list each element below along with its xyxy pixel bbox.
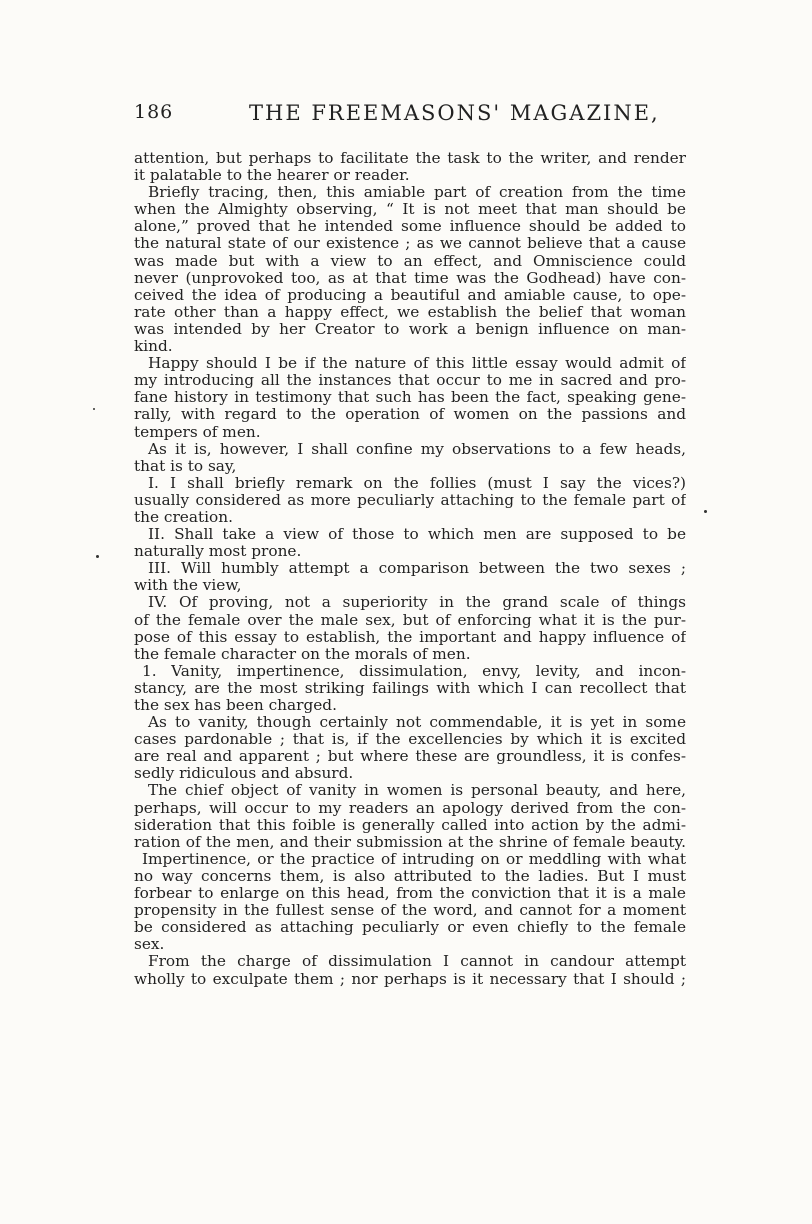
text-line: 1. Vanity, impertinence, dissimulation, envy, levity, and incon-: [142, 662, 686, 680]
text-line: ration of the men, and their submission at the shrine of female beauty.: [134, 833, 686, 851]
text-line: sideration that this foible is generally called into action by the admi-: [134, 816, 686, 834]
text-line: Impertinence, or the practice of intruding on or meddling with what: [142, 850, 686, 868]
text-line: be considered as attaching peculiarly or even chiefly to the female: [134, 919, 686, 937]
text-line: with the view,: [134, 577, 242, 595]
text-line: the female character on the morals of men.: [134, 645, 471, 663]
text-line: alone,” proved that he intended some influence should be added to: [134, 218, 686, 236]
text-line: sedly ridiculous and absurd.: [134, 765, 354, 783]
text-line: II. Shall take a view of those to which men are supposed to be: [148, 526, 686, 544]
text-line: forbear to enlarge on this head, from the conviction that it is a male: [134, 885, 686, 903]
text-line: it palatable to the hearer or reader.: [134, 167, 410, 185]
text-line: fane history in testimony that such has been the fact, speaking gene-: [134, 389, 686, 407]
text-line: of the female over the male sex, but of enforcing what it is the pur-: [134, 611, 686, 629]
text-line: tempers of men.: [134, 423, 261, 441]
text-line: attention, but perhaps to facilitate the task to the writer, and render: [134, 150, 686, 167]
text-line: naturally most prone.: [134, 543, 302, 561]
text-line: rally, with regard to the operation of women on the passions and: [134, 406, 686, 424]
text-line: From the charge of dissimulation I cannot in candour attempt: [148, 953, 686, 971]
ink-speck: [93, 408, 95, 410]
text-line: when the Almighty observing, “ It is not meet that man should be: [134, 201, 686, 219]
text-line: never (unprovoked too, as at that time was the Godhead) have con-: [134, 269, 686, 287]
ink-speck: [96, 555, 99, 558]
page-header: [134, 101, 686, 131]
text-line: no way concerns them, is also attributed to the ladies. But I must: [134, 867, 686, 885]
text-line: The chief object of vanity in women is personal beauty, and here,: [148, 782, 686, 800]
text-line: usually considered as more peculiarly attaching to the female part of: [134, 491, 686, 509]
text-line: was intended by her Creator to work a benign influence on man-: [134, 320, 686, 338]
text-line: ceived the idea of producing a beautiful and amiable cause, to ope-: [134, 286, 686, 304]
text-line: Briefly tracing, then, this amiable part of creation from the time: [148, 184, 686, 202]
text-line: pose of this essay to establish, the important and happy influence of: [134, 628, 686, 646]
text-line: As it is, however, I shall confine my observations to a few heads,: [148, 440, 686, 458]
text-line: Happy should I be if the nature of this little essay would admit of: [148, 355, 686, 373]
text-line: wholly to exculpate them ; nor perhaps is it necessary that I should ;: [134, 970, 686, 988]
text-line: stancy, are the most striking failings with which I can recollect that: [134, 679, 686, 697]
text-line: the natural state of our existence ; as we cannot believe that a cause: [134, 235, 686, 253]
text-line: As to vanity, though certainly not commendable, it is yet in some: [148, 714, 686, 732]
essay-text: [134, 150, 686, 988]
text-line: rate other than a happy effect, we establish the belief that woman: [134, 303, 686, 321]
text-line: was made but with a view to an effect, and Omniscience could: [134, 252, 686, 270]
text-line: perhaps, will occur to my readers an apology derived from the con-: [134, 799, 686, 817]
text-line: that is to say,: [134, 457, 237, 475]
text-line: sex.: [134, 936, 165, 954]
running-head: THE FREEMASONS' MAGAZINE,: [249, 101, 660, 125]
text-line: cases pardonable ; that is, if the excellencies by which it is excited: [134, 731, 686, 749]
text-line: the sex has been charged.: [134, 697, 337, 714]
text-line: propensity in the fullest sense of the word, and cannot for a moment: [134, 902, 686, 920]
text-line: IV. Of proving, not a superiority in the grand scale of things: [148, 594, 686, 612]
text-line: are real and apparent ; but where these are groundless, it is confes-: [134, 748, 686, 766]
text-line: my introducing all the instances that occur to me in sacred and pro-: [134, 372, 686, 390]
ink-speck: [704, 510, 707, 513]
text-line: the creation.: [134, 508, 233, 526]
page-number: 186: [134, 101, 174, 123]
text-line: kind.: [134, 338, 173, 356]
text-line: III. Will humbly attempt a comparison between the two sexes ;: [148, 560, 686, 578]
text-line: I. I shall briefly remark on the follies (must I say the vices?): [148, 474, 686, 492]
